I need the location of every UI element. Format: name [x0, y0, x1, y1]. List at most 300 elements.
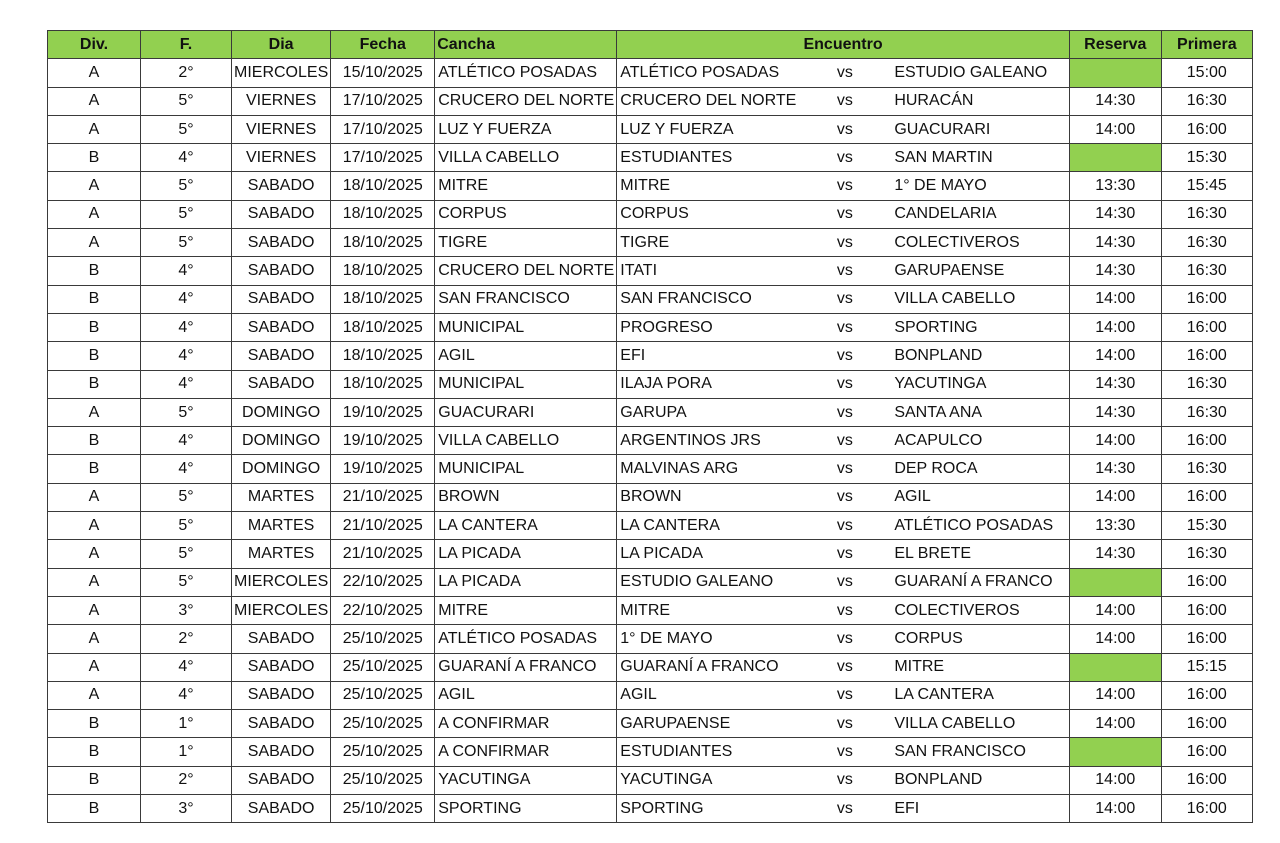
cell-vs: vs [798, 342, 891, 370]
header-primera: Primera [1161, 31, 1252, 59]
cell-dia: MARTES [232, 483, 331, 511]
cell-reserva [1069, 653, 1161, 681]
cell-div: A [48, 512, 141, 540]
cell-local-team: TIGRE [617, 229, 799, 257]
cell-primera: 16:00 [1161, 313, 1252, 341]
table-row [48, 455, 1253, 483]
cell-reserva: 14:00 [1069, 427, 1161, 455]
cell-reserva: 14:00 [1069, 596, 1161, 624]
cell-fecha-number: 4° [141, 681, 232, 709]
cell-primera: 16:00 [1161, 568, 1252, 596]
cell-reserva: 14:30 [1069, 257, 1161, 285]
table-row [48, 625, 1253, 653]
cell-reserva [1069, 144, 1161, 172]
cell-visiting-team: EL BRETE [891, 540, 1069, 568]
cell-vs: vs [798, 483, 891, 511]
cell-visiting-team: SPORTING [891, 313, 1069, 341]
cell-visiting-team: DEP ROCA [891, 455, 1069, 483]
cell-visiting-team: BONPLAND [891, 342, 1069, 370]
cell-reserva: 14:30 [1069, 370, 1161, 398]
cell-reserva: 14:30 [1069, 398, 1161, 426]
table-row [48, 512, 1253, 540]
header-div: Div. [48, 31, 141, 59]
cell-div: A [48, 87, 141, 115]
cell-local-team: LA CANTERA [617, 512, 799, 540]
cell-fecha: 19/10/2025 [331, 398, 435, 426]
cell-cancha: SPORTING [435, 795, 617, 823]
table-row [48, 710, 1253, 738]
cell-div: A [48, 200, 141, 228]
cell-vs: vs [798, 455, 891, 483]
cell-fecha: 21/10/2025 [331, 540, 435, 568]
cell-div: A [48, 229, 141, 257]
cell-fecha-number: 3° [141, 795, 232, 823]
cell-local-team: CRUCERO DEL NORTE [617, 87, 799, 115]
cell-primera: 16:00 [1161, 285, 1252, 313]
cell-reserva: 14:00 [1069, 483, 1161, 511]
cell-div: B [48, 710, 141, 738]
cell-vs: vs [798, 257, 891, 285]
cell-visiting-team: CORPUS [891, 625, 1069, 653]
cell-cancha: LA PICADA [435, 540, 617, 568]
cell-local-team: SAN FRANCISCO [617, 285, 799, 313]
cell-reserva [1069, 738, 1161, 766]
header-row [48, 31, 1253, 59]
cell-div: B [48, 738, 141, 766]
cell-visiting-team: VILLA CABELLO [891, 285, 1069, 313]
cell-cancha: ATLÉTICO POSADAS [435, 59, 617, 87]
cell-visiting-team: SAN MARTIN [891, 144, 1069, 172]
cell-dia: VIERNES [232, 144, 331, 172]
cell-dia: SABADO [232, 710, 331, 738]
cell-fecha: 22/10/2025 [331, 568, 435, 596]
cell-dia: DOMINGO [232, 455, 331, 483]
cell-dia: SABADO [232, 370, 331, 398]
cell-div: A [48, 681, 141, 709]
cell-visiting-team: SAN FRANCISCO [891, 738, 1069, 766]
cell-cancha: BROWN [435, 483, 617, 511]
cell-cancha: GUACURARI [435, 398, 617, 426]
cell-fecha-number: 4° [141, 653, 232, 681]
cell-reserva: 14:30 [1069, 540, 1161, 568]
cell-visiting-team: HURACÁN [891, 87, 1069, 115]
cell-fecha: 19/10/2025 [331, 427, 435, 455]
table-row [48, 681, 1253, 709]
cell-fecha: 18/10/2025 [331, 200, 435, 228]
cell-dia: SABADO [232, 229, 331, 257]
cell-div: A [48, 596, 141, 624]
cell-local-team: AGIL [617, 681, 799, 709]
cell-primera: 16:30 [1161, 257, 1252, 285]
cell-fecha: 17/10/2025 [331, 115, 435, 143]
cell-fecha-number: 5° [141, 512, 232, 540]
cell-fecha-number: 4° [141, 342, 232, 370]
cell-primera: 16:00 [1161, 596, 1252, 624]
cell-cancha: CRUCERO DEL NORTE [435, 257, 617, 285]
cell-fecha: 15/10/2025 [331, 59, 435, 87]
cell-vs: vs [798, 144, 891, 172]
cell-dia: MIERCOLES [232, 596, 331, 624]
cell-div: A [48, 653, 141, 681]
cell-dia: MARTES [232, 512, 331, 540]
cell-dia: SABADO [232, 681, 331, 709]
cell-fecha-number: 1° [141, 710, 232, 738]
cell-visiting-team: GUACURARI [891, 115, 1069, 143]
cell-dia: VIERNES [232, 115, 331, 143]
cell-fecha: 25/10/2025 [331, 738, 435, 766]
cell-vs: vs [798, 59, 891, 87]
cell-visiting-team: LA CANTERA [891, 681, 1069, 709]
cell-cancha: MUNICIPAL [435, 455, 617, 483]
cell-cancha: AGIL [435, 342, 617, 370]
cell-vs: vs [798, 795, 891, 823]
table-row [48, 229, 1253, 257]
cell-vs: vs [798, 653, 891, 681]
cell-div: A [48, 540, 141, 568]
cell-cancha: CRUCERO DEL NORTE [435, 87, 617, 115]
cell-vs: vs [798, 398, 891, 426]
cell-vs: vs [798, 738, 891, 766]
cell-fecha: 25/10/2025 [331, 681, 435, 709]
cell-primera: 15:00 [1161, 59, 1252, 87]
header-encuentro: Encuentro [617, 31, 1070, 59]
cell-dia: SABADO [232, 172, 331, 200]
cell-visiting-team: GARUPAENSE [891, 257, 1069, 285]
header-fecha: Fecha [331, 31, 435, 59]
cell-dia: SABADO [232, 257, 331, 285]
cell-reserva [1069, 59, 1161, 87]
cell-div: B [48, 257, 141, 285]
cell-fecha: 18/10/2025 [331, 172, 435, 200]
cell-visiting-team: VILLA CABELLO [891, 710, 1069, 738]
cell-visiting-team: SANTA ANA [891, 398, 1069, 426]
cell-div: A [48, 483, 141, 511]
cell-div: A [48, 625, 141, 653]
cell-reserva: 14:00 [1069, 795, 1161, 823]
cell-primera: 15:15 [1161, 653, 1252, 681]
cell-dia: MIERCOLES [232, 568, 331, 596]
table-row [48, 257, 1253, 285]
cell-fecha: 25/10/2025 [331, 766, 435, 794]
cell-visiting-team: 1° DE MAYO [891, 172, 1069, 200]
cell-primera: 16:30 [1161, 229, 1252, 257]
table-row [48, 87, 1253, 115]
cell-fecha-number: 4° [141, 427, 232, 455]
cell-primera: 16:30 [1161, 398, 1252, 426]
table-row [48, 766, 1253, 794]
table-row [48, 342, 1253, 370]
cell-cancha: LA PICADA [435, 568, 617, 596]
header-fecha-number: F. [141, 31, 232, 59]
table-row [48, 313, 1253, 341]
table-row [48, 738, 1253, 766]
cell-primera: 16:00 [1161, 625, 1252, 653]
header-dia: Dia [232, 31, 331, 59]
cell-reserva: 14:30 [1069, 87, 1161, 115]
cell-cancha: MITRE [435, 596, 617, 624]
cell-reserva: 13:30 [1069, 172, 1161, 200]
cell-visiting-team: ACAPULCO [891, 427, 1069, 455]
cell-local-team: ESTUDIANTES [617, 738, 799, 766]
cell-fecha-number: 5° [141, 568, 232, 596]
cell-primera: 16:30 [1161, 455, 1252, 483]
cell-cancha: CORPUS [435, 200, 617, 228]
cell-vs: vs [798, 512, 891, 540]
cell-primera: 16:00 [1161, 115, 1252, 143]
cell-local-team: YACUTINGA [617, 766, 799, 794]
cell-div: B [48, 285, 141, 313]
cell-fecha: 17/10/2025 [331, 87, 435, 115]
cell-fecha-number: 5° [141, 87, 232, 115]
cell-dia: SABADO [232, 342, 331, 370]
cell-vs: vs [798, 285, 891, 313]
cell-primera: 16:00 [1161, 795, 1252, 823]
cell-fecha-number: 4° [141, 285, 232, 313]
cell-vs: vs [798, 681, 891, 709]
cell-fecha: 21/10/2025 [331, 512, 435, 540]
cell-local-team: LUZ Y FUERZA [617, 115, 799, 143]
cell-primera: 16:00 [1161, 427, 1252, 455]
table-row [48, 795, 1253, 823]
cell-local-team: LA PICADA [617, 540, 799, 568]
cell-cancha: MITRE [435, 172, 617, 200]
cell-visiting-team: BONPLAND [891, 766, 1069, 794]
cell-dia: MARTES [232, 540, 331, 568]
cell-visiting-team: COLECTIVEROS [891, 229, 1069, 257]
cell-local-team: PROGRESO [617, 313, 799, 341]
cell-reserva [1069, 568, 1161, 596]
cell-fecha: 25/10/2025 [331, 795, 435, 823]
cell-dia: SABADO [232, 625, 331, 653]
cell-dia: DOMINGO [232, 398, 331, 426]
cell-reserva: 13:30 [1069, 512, 1161, 540]
cell-primera: 16:30 [1161, 370, 1252, 398]
cell-vs: vs [798, 370, 891, 398]
cell-cancha: LA CANTERA [435, 512, 617, 540]
cell-fecha-number: 2° [141, 766, 232, 794]
cell-local-team: ESTUDIANTES [617, 144, 799, 172]
cell-primera: 16:30 [1161, 200, 1252, 228]
cell-cancha: YACUTINGA [435, 766, 617, 794]
cell-local-team: MITRE [617, 172, 799, 200]
cell-primera: 16:00 [1161, 681, 1252, 709]
cell-div: B [48, 144, 141, 172]
table-row [48, 483, 1253, 511]
cell-fecha-number: 4° [141, 313, 232, 341]
cell-fecha: 18/10/2025 [331, 342, 435, 370]
cell-div: A [48, 59, 141, 87]
cell-fecha: 21/10/2025 [331, 483, 435, 511]
table-row [48, 144, 1253, 172]
cell-fecha-number: 5° [141, 200, 232, 228]
header-reserva: Reserva [1069, 31, 1161, 59]
cell-div: A [48, 115, 141, 143]
cell-fecha-number: 5° [141, 483, 232, 511]
cell-visiting-team: ATLÉTICO POSADAS [891, 512, 1069, 540]
cell-cancha: GUARANÍ A FRANCO [435, 653, 617, 681]
table-row [48, 172, 1253, 200]
fixture-table [47, 30, 1253, 823]
cell-fecha: 18/10/2025 [331, 229, 435, 257]
cell-primera: 16:00 [1161, 738, 1252, 766]
cell-local-team: EFI [617, 342, 799, 370]
cell-dia: MIERCOLES [232, 59, 331, 87]
cell-local-team: BROWN [617, 483, 799, 511]
cell-visiting-team: EFI [891, 795, 1069, 823]
cell-vs: vs [798, 115, 891, 143]
cell-fecha-number: 4° [141, 144, 232, 172]
cell-visiting-team: CANDELARIA [891, 200, 1069, 228]
cell-primera: 16:00 [1161, 710, 1252, 738]
table-row [48, 653, 1253, 681]
table-row [48, 115, 1253, 143]
cell-dia: VIERNES [232, 87, 331, 115]
cell-reserva: 14:00 [1069, 625, 1161, 653]
cell-visiting-team: AGIL [891, 483, 1069, 511]
cell-cancha: TIGRE [435, 229, 617, 257]
cell-fecha-number: 5° [141, 540, 232, 568]
cell-primera: 16:00 [1161, 342, 1252, 370]
cell-reserva: 14:30 [1069, 229, 1161, 257]
cell-div: B [48, 427, 141, 455]
table-row [48, 285, 1253, 313]
cell-local-team: ITATI [617, 257, 799, 285]
cell-cancha: A CONFIRMAR [435, 710, 617, 738]
cell-fecha: 17/10/2025 [331, 144, 435, 172]
cell-local-team: CORPUS [617, 200, 799, 228]
cell-div: B [48, 342, 141, 370]
cell-div: A [48, 398, 141, 426]
cell-fecha-number: 2° [141, 625, 232, 653]
cell-fecha: 18/10/2025 [331, 313, 435, 341]
cell-fecha: 18/10/2025 [331, 285, 435, 313]
table-row [48, 59, 1253, 87]
cell-fecha-number: 5° [141, 229, 232, 257]
cell-reserva: 14:00 [1069, 681, 1161, 709]
table-row [48, 200, 1253, 228]
cell-div: A [48, 568, 141, 596]
cell-div: B [48, 766, 141, 794]
table-row [48, 568, 1253, 596]
cell-dia: SABADO [232, 738, 331, 766]
cell-vs: vs [798, 710, 891, 738]
cell-div: B [48, 455, 141, 483]
cell-local-team: ATLÉTICO POSADAS [617, 59, 799, 87]
cell-vs: vs [798, 87, 891, 115]
table-row [48, 398, 1253, 426]
cell-fecha-number: 3° [141, 596, 232, 624]
cell-fecha: 22/10/2025 [331, 596, 435, 624]
cell-reserva: 14:00 [1069, 285, 1161, 313]
table-row [48, 540, 1253, 568]
cell-cancha: VILLA CABELLO [435, 427, 617, 455]
cell-local-team: ARGENTINOS JRS [617, 427, 799, 455]
cell-reserva: 14:00 [1069, 342, 1161, 370]
table-row [48, 370, 1253, 398]
table-body [48, 59, 1253, 823]
cell-vs: vs [798, 568, 891, 596]
cell-reserva: 14:00 [1069, 313, 1161, 341]
cell-visiting-team: COLECTIVEROS [891, 596, 1069, 624]
cell-local-team: GARUPAENSE [617, 710, 799, 738]
cell-cancha: MUNICIPAL [435, 313, 617, 341]
cell-fecha: 25/10/2025 [331, 710, 435, 738]
cell-primera: 16:00 [1161, 483, 1252, 511]
cell-dia: SABADO [232, 653, 331, 681]
cell-local-team: GUARANÍ A FRANCO [617, 653, 799, 681]
cell-fecha-number: 5° [141, 398, 232, 426]
cell-dia: SABADO [232, 766, 331, 794]
cell-visiting-team: GUARANÍ A FRANCO [891, 568, 1069, 596]
cell-local-team: SPORTING [617, 795, 799, 823]
cell-reserva: 14:00 [1069, 766, 1161, 794]
cell-div: B [48, 370, 141, 398]
cell-dia: SABADO [232, 313, 331, 341]
cell-vs: vs [798, 427, 891, 455]
cell-fecha: 25/10/2025 [331, 653, 435, 681]
cell-primera: 16:30 [1161, 87, 1252, 115]
cell-cancha: ATLÉTICO POSADAS [435, 625, 617, 653]
header-cancha: Cancha [435, 31, 617, 59]
cell-visiting-team: MITRE [891, 653, 1069, 681]
cell-div: B [48, 313, 141, 341]
cell-local-team: MALVINAS ARG [617, 455, 799, 483]
cell-vs: vs [798, 229, 891, 257]
cell-fecha-number: 1° [141, 738, 232, 766]
cell-cancha: LUZ Y FUERZA [435, 115, 617, 143]
cell-fecha-number: 4° [141, 370, 232, 398]
table-row [48, 427, 1253, 455]
cell-dia: DOMINGO [232, 427, 331, 455]
table-row [48, 596, 1253, 624]
cell-local-team: GARUPA [617, 398, 799, 426]
cell-fecha: 18/10/2025 [331, 370, 435, 398]
cell-vs: vs [798, 313, 891, 341]
cell-primera: 15:30 [1161, 144, 1252, 172]
cell-fecha-number: 4° [141, 257, 232, 285]
cell-dia: SABADO [232, 200, 331, 228]
cell-primera: 15:45 [1161, 172, 1252, 200]
cell-cancha: AGIL [435, 681, 617, 709]
cell-cancha: VILLA CABELLO [435, 144, 617, 172]
cell-local-team: ILAJA PORA [617, 370, 799, 398]
cell-dia: SABADO [232, 795, 331, 823]
cell-fecha-number: 2° [141, 59, 232, 87]
cell-primera: 16:00 [1161, 766, 1252, 794]
cell-primera: 15:30 [1161, 512, 1252, 540]
cell-fecha-number: 4° [141, 455, 232, 483]
cell-primera: 16:30 [1161, 540, 1252, 568]
cell-vs: vs [798, 200, 891, 228]
cell-vs: vs [798, 766, 891, 794]
cell-fecha: 19/10/2025 [331, 455, 435, 483]
cell-fecha: 25/10/2025 [331, 625, 435, 653]
cell-vs: vs [798, 625, 891, 653]
cell-reserva: 14:30 [1069, 200, 1161, 228]
cell-fecha: 18/10/2025 [331, 257, 435, 285]
cell-local-team: MITRE [617, 596, 799, 624]
cell-div: B [48, 795, 141, 823]
cell-dia: SABADO [232, 285, 331, 313]
cell-fecha-number: 5° [141, 172, 232, 200]
cell-local-team: 1° DE MAYO [617, 625, 799, 653]
cell-cancha: SAN FRANCISCO [435, 285, 617, 313]
cell-reserva: 14:30 [1069, 455, 1161, 483]
cell-local-team: ESTUDIO GALEANO [617, 568, 799, 596]
cell-fecha-number: 5° [141, 115, 232, 143]
cell-visiting-team: ESTUDIO GALEANO [891, 59, 1069, 87]
cell-reserva: 14:00 [1069, 710, 1161, 738]
